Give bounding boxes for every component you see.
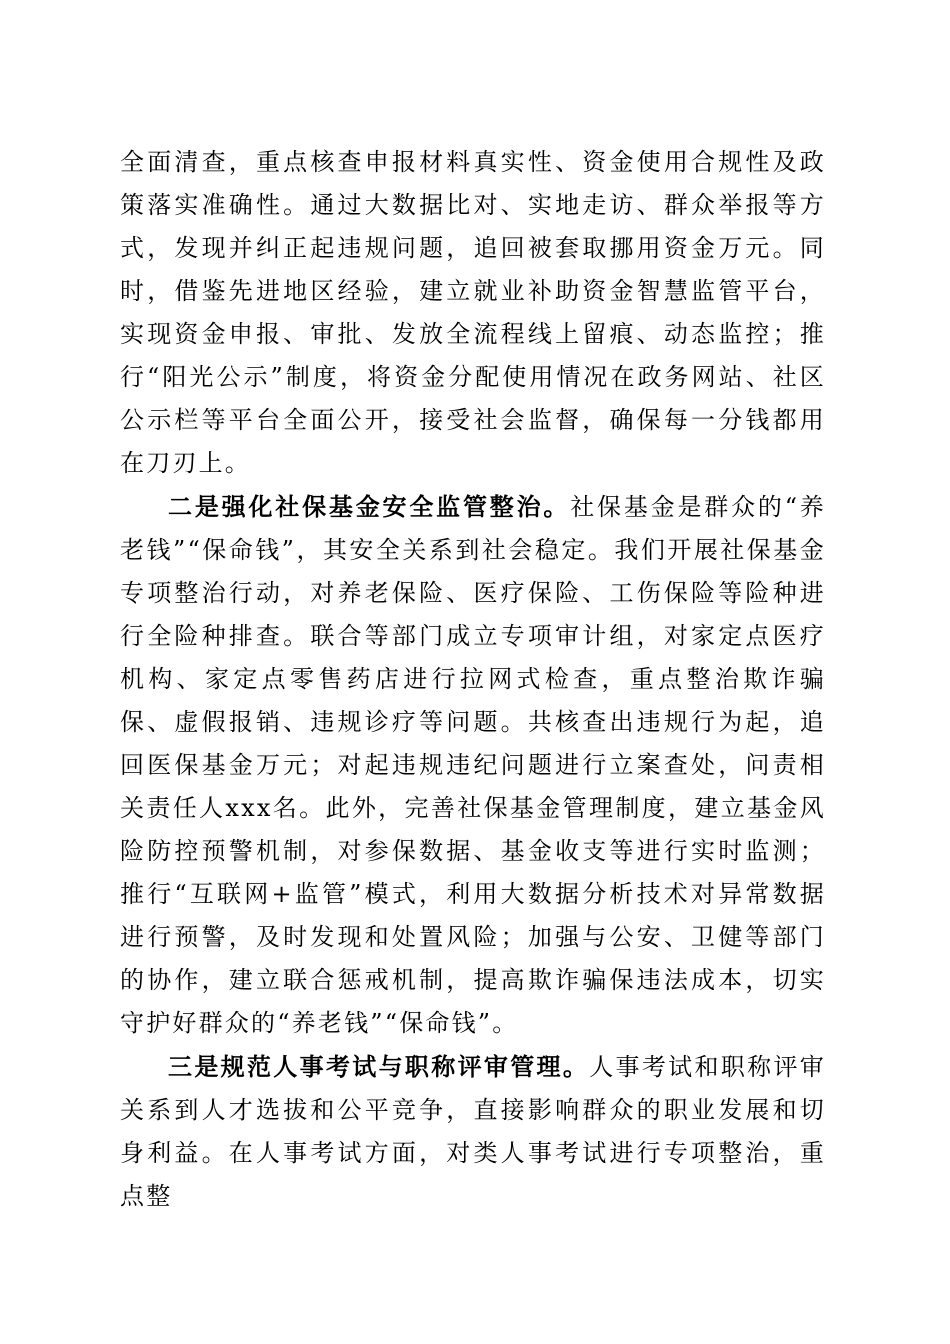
paragraph-continuation [120,140,826,485]
paragraph-lead: 二是强化社保基金安全监管整治。 [168,492,571,521]
paragraph-personnel-exams [120,1045,826,1218]
paragraph-text: 全面清查，重点核查申报材料真实性、资金使用合规性及政策落实准确性。通过大数据比对、实地走访、群众举报等方式，发现并纠正起违规问题，追回被套取挪用资金万元。同时，借鉴先进地区经验，建立就业补助资金智慧监管平台，实现资金申报、审批、发放全流程线上留痕、动态监控；推行“阳光公示”制度，将资金分配使用情况在政务网站、社区公示栏等平台全面公开，接受社会监督，确保每一分钱都用在刀刃上。 [120,148,826,477]
paragraph-text: 社保基金是群众的“养老钱”“保命钱”，其安全关系到社会稳定。我们开展社保基金专项整治行动，对养老保险、医疗保险、工伤保险等险种进行全险种排查。联合等部门成立专项审计组，对家定点医疗机构、家定点零售药店进行拉网式检查，重点整治欺诈骗保、虚假报销、违规诊疗等问题。共核查出违规行为起，追回医保基金万元；对起违规违纪问题进行立案查处，问责相关责任人xxx名。此外，完善社保基金管理制度，建立基金风险防控预警机制，对参保数据、基金收支等进行实时监测；推行“互联网+监管”模式，利用大数据分析技术对异常数据进行预警，及时发现和处置风险；加强与公安、卫健等部门的协作，建立联合惩戒机制，提高欺诈骗保违法成本，切实守护好群众的“养老钱”“保命钱”。 [120,493,826,1037]
paragraph-lead: 三是规范人事考试与职称评审管理。 [168,1052,590,1081]
document-body [120,140,826,1218]
paragraph-social-security-fund [120,485,826,1045]
paragraph-text: 人事考试和职称评审关系到人才选拔和公平竞争，直接影响群众的职业发展和切身利益。在人事考试方面，对类人事考试进行专项整治，重点整 [120,1053,826,1210]
